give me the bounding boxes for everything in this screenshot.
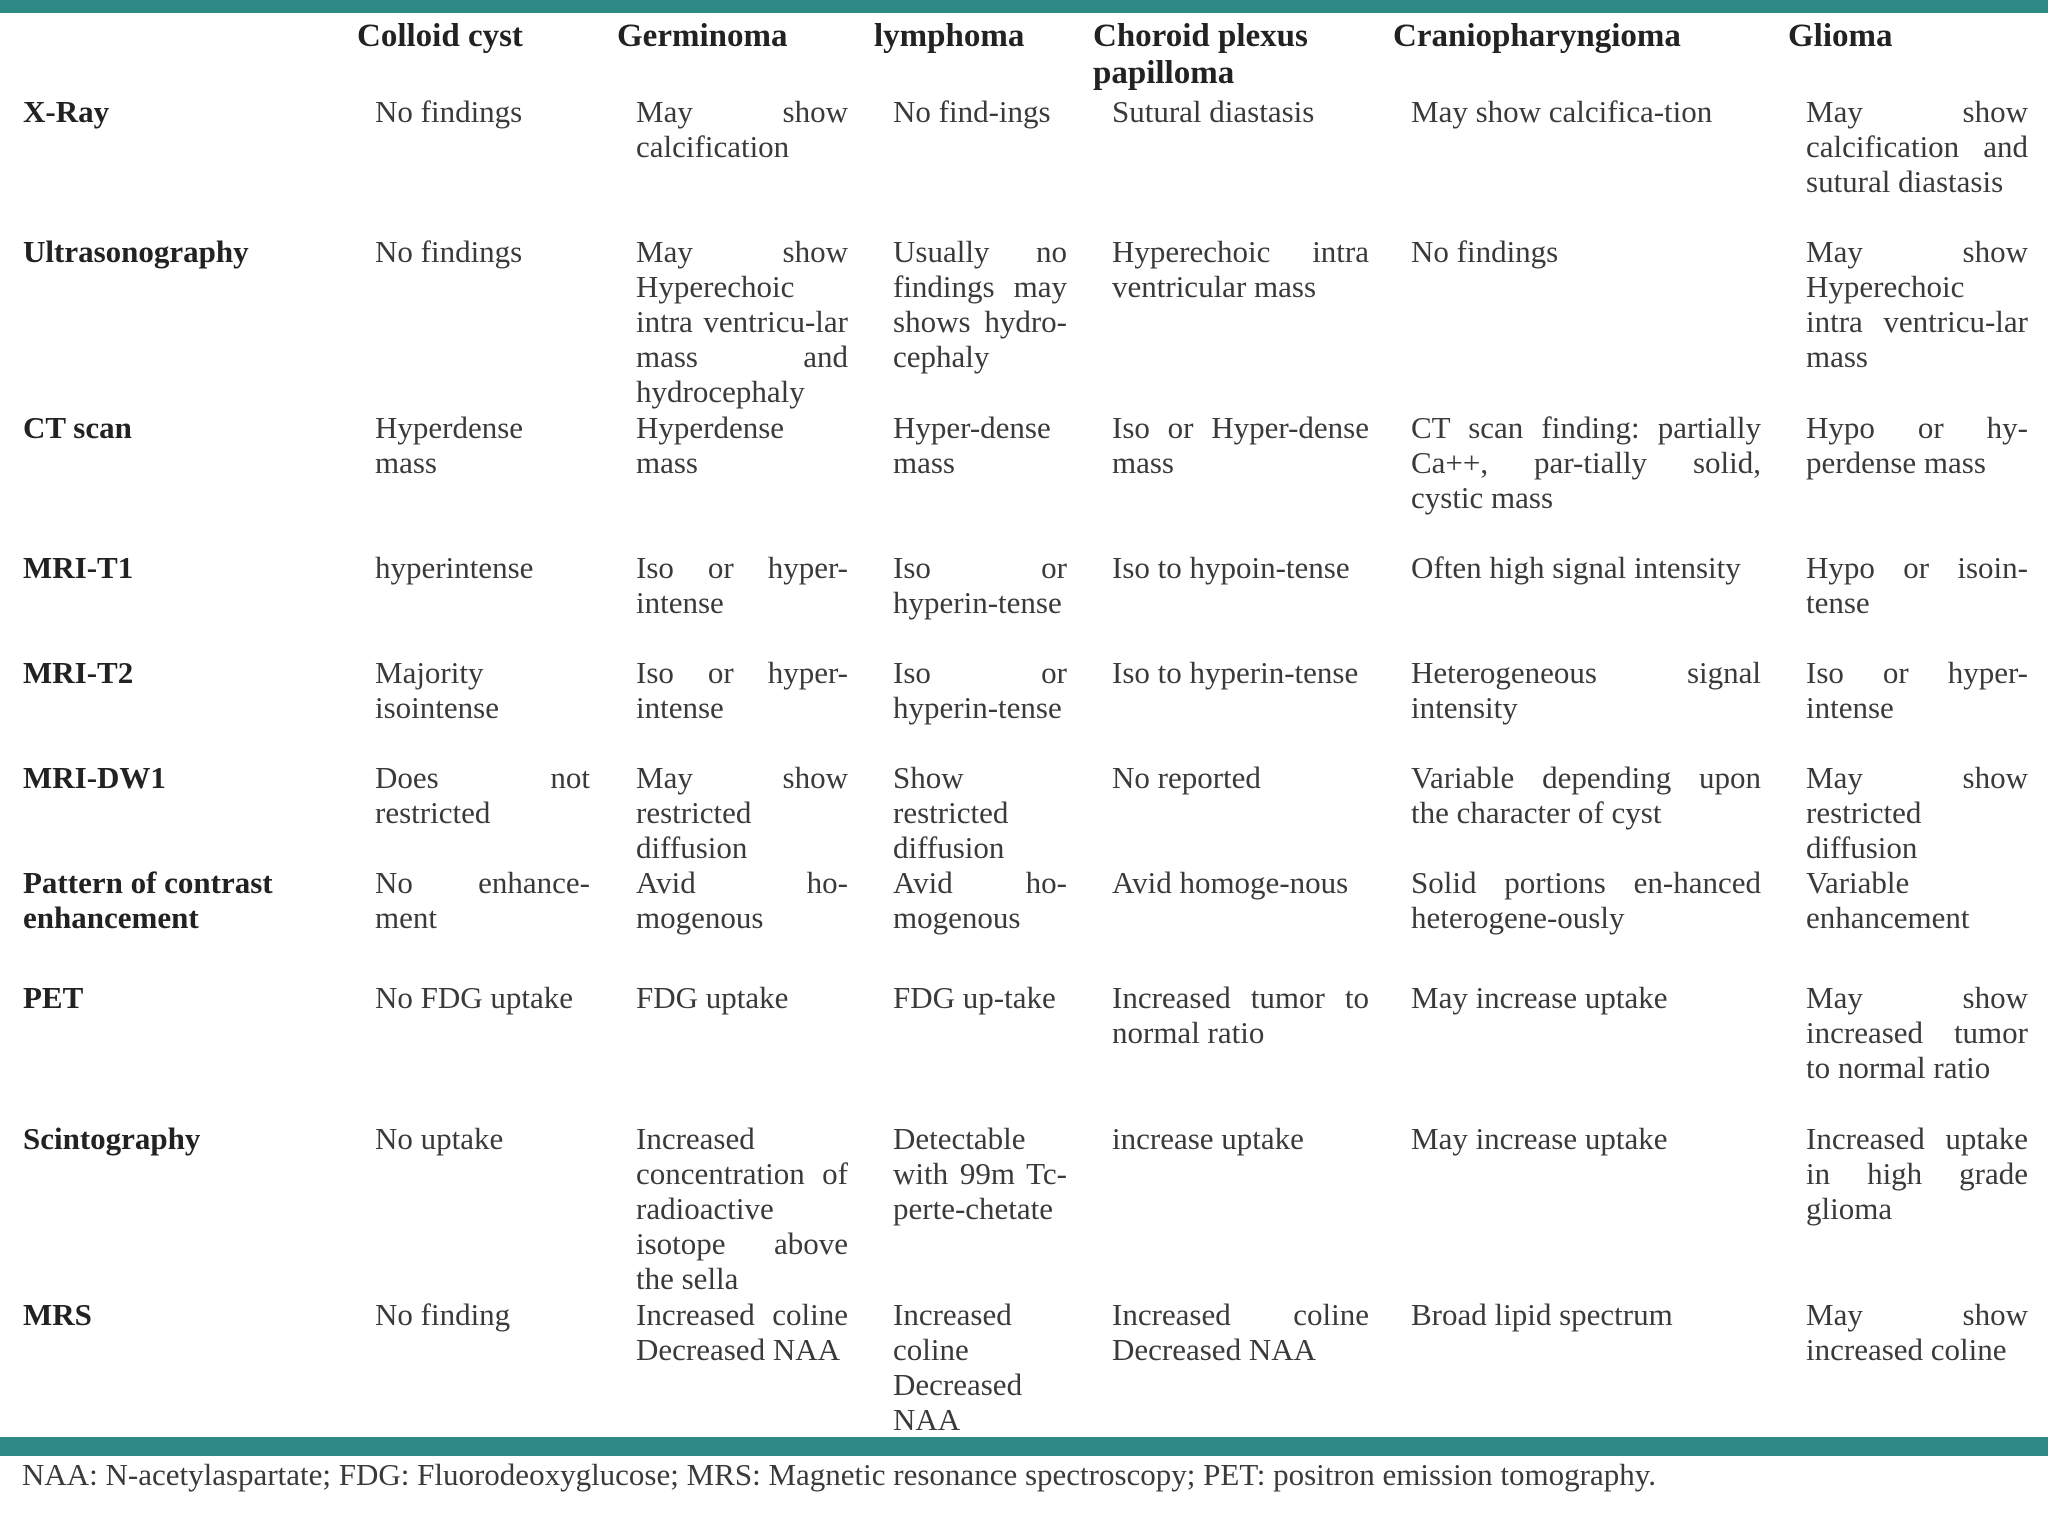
- table-cell: Increased coline Decreased NAA: [893, 1297, 1023, 1437]
- table-cell: Iso to hyperin-tense: [1112, 655, 1359, 690]
- column-header: lymphoma: [874, 18, 1025, 54]
- table-cell: CT scan finding: partially Ca++, par-tially solid, cystic mass: [1411, 410, 1761, 515]
- row-header: MRI-DW1: [23, 760, 166, 795]
- table-cell: Majority isointense: [375, 655, 499, 725]
- table-cell: May show calcification: [636, 94, 848, 164]
- table-cell: Avid homoge-nous: [1112, 865, 1349, 900]
- table-cell: Increased coline Decreased NAA: [636, 1297, 848, 1367]
- table-cell: Hyperdense mass: [375, 410, 524, 480]
- table-cell: Increased tumor to normal ratio: [1112, 980, 1369, 1050]
- row-header: Pattern of contrast enhancement: [23, 865, 273, 935]
- table-cell: Increased uptake in high grade glioma: [1806, 1121, 2028, 1226]
- table-cell: Iso or Hyper-dense mass: [1112, 410, 1369, 480]
- table-cell: May show increased coline: [1806, 1297, 2028, 1367]
- bottom-accent-bar: [0, 1437, 2048, 1456]
- row-header: CT scan: [23, 410, 132, 445]
- table-cell: Heterogeneous signal intensity: [1411, 655, 1761, 725]
- table-cell: Show restricted diffusion: [893, 760, 1009, 865]
- table-cell: May show restricted diffusion: [636, 760, 848, 865]
- table-cell: Iso to hypoin-tense: [1112, 550, 1350, 585]
- table-cell: No find-ings: [893, 94, 1051, 129]
- table-cell: Increased concentration of radioactive isotope above the sella: [636, 1121, 848, 1296]
- table-cell: May show calcification and sutural diastasis: [1806, 94, 2028, 199]
- top-accent-bar: [0, 0, 2048, 13]
- table-cell: Detectable with 99m Tc-perte-chetate: [893, 1121, 1067, 1226]
- column-header: Germinoma: [617, 18, 788, 54]
- row-header: Ultrasonography: [23, 234, 249, 269]
- table-cell: May show Hyperechoic intra ventricu-lar mass: [1806, 234, 2028, 374]
- table-cell: Iso or hyper-intense: [1806, 655, 2028, 725]
- table-cell: Hypo or hy-perdense mass: [1806, 410, 2028, 480]
- table-cell: No uptake: [375, 1121, 504, 1156]
- row-header: MRI-T1: [23, 550, 134, 585]
- table-cell: Hyperechoic intra ventricular mass: [1112, 234, 1369, 304]
- row-header: MRS: [23, 1297, 92, 1332]
- table-cell: hyperintense: [375, 550, 534, 585]
- table-cell: increase uptake: [1112, 1121, 1304, 1156]
- table-cell: Broad lipid spectrum: [1411, 1297, 1673, 1332]
- row-header: MRI-T2: [23, 655, 134, 690]
- table-cell: Solid portions en-hanced heterogene-ously: [1411, 865, 1761, 935]
- table-cell: Avid ho-mogenous: [636, 865, 848, 935]
- table-cell: Variable depending upon the character of cyst: [1411, 760, 1761, 830]
- column-header: Craniopharyngioma: [1393, 18, 1681, 54]
- table-cell: May show increased tumor to normal ratio: [1806, 980, 2028, 1085]
- table-cell: Iso or hyper-intense: [636, 655, 848, 725]
- table-cell: No finding: [375, 1297, 511, 1332]
- row-header: PET: [23, 980, 84, 1015]
- table-cell: No enhance-ment: [375, 865, 590, 935]
- table-cell: FDG up-take: [893, 980, 1056, 1015]
- table-cell: Sutural diastasis: [1112, 94, 1315, 129]
- row-header: Scintography: [23, 1121, 201, 1156]
- table-cell: No findings: [1411, 234, 1559, 269]
- table-cell: No findings: [375, 234, 523, 269]
- column-header: Choroid plexus papilloma: [1093, 18, 1308, 91]
- table-cell: Iso or hyper-intense: [636, 550, 848, 620]
- table-cell: Usually no findings may shows hydro-cephaly: [893, 234, 1067, 374]
- table-cell: May show calcifica-tion: [1411, 94, 1713, 129]
- table-cell: FDG uptake: [636, 980, 789, 1015]
- table-cell: Avid ho-mogenous: [893, 865, 1067, 935]
- table-cell: May increase uptake: [1411, 1121, 1668, 1156]
- column-header: Glioma: [1788, 18, 1893, 54]
- row-header: X-Ray: [23, 94, 110, 129]
- table-cell: No findings: [375, 94, 523, 129]
- table-cell: Often high signal intensity: [1411, 550, 1741, 585]
- table-cell: Increased coline Decreased NAA: [1112, 1297, 1369, 1367]
- table-cell: Hypo or isoin-tense: [1806, 550, 2028, 620]
- column-header: Colloid cyst: [357, 18, 523, 54]
- table-cell: No reported: [1112, 760, 1261, 795]
- table-cell: Does not restricted: [375, 760, 590, 830]
- table-cell: May show restricted diffusion: [1806, 760, 2028, 865]
- table-cell: May increase uptake: [1411, 980, 1668, 1015]
- table-footnote: NAA: N-acetylaspartate; FDG: Fluorodeoxyglucose; MRS: Magnetic resonance spectroscopy; PET: positron emission tomography.: [22, 1457, 1656, 1492]
- table-cell: Variable enhancement: [1806, 865, 1970, 935]
- table-cell: Iso or hyperin-tense: [893, 550, 1067, 620]
- table-cell: Hyper-dense mass: [893, 410, 1051, 480]
- table-cell: No FDG uptake: [375, 980, 574, 1015]
- table-cell: Hyperdense mass: [636, 410, 785, 480]
- table-cell: Iso or hyperin-tense: [893, 655, 1067, 725]
- table-cell: May show Hyperechoic intra ventricu-lar mass and hydrocephaly: [636, 234, 848, 409]
